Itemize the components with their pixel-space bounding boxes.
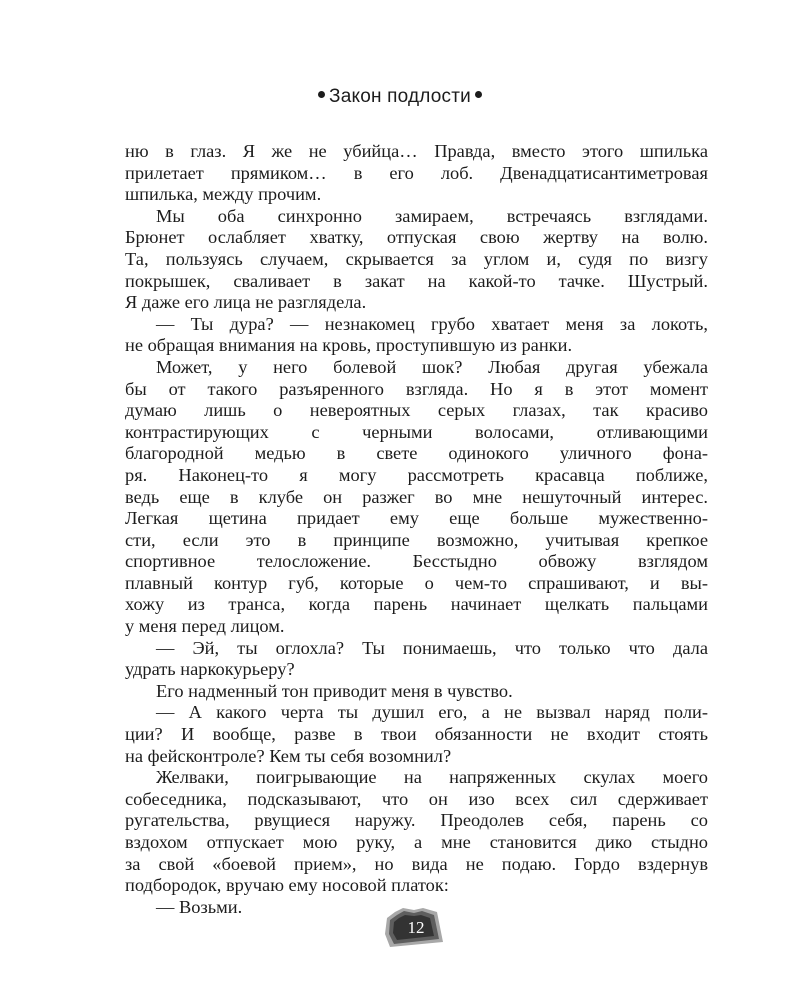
text-line: хожу из транса, когда парень начинает щелкать пальцами xyxy=(125,594,708,615)
page-number-badge xyxy=(383,906,449,950)
text-line: Я даже его лица не разглядела. xyxy=(125,292,367,313)
text-line: плавный контур губ, которые о чем-то спрашивают, и вы- xyxy=(125,572,708,593)
text-line: за свой «боевой прием», но вида не подаю. Гордо вздернув xyxy=(125,853,708,874)
book-title: Закон подлости xyxy=(329,86,471,107)
text-line: контрастирующих с черными волосами, отливающими xyxy=(125,421,708,442)
body-text xyxy=(125,141,708,918)
text-line: — Возьми. xyxy=(156,896,243,917)
bullet-right-icon xyxy=(475,91,482,98)
text-line: ню в глаз. Я же не убийца… Правда, вместо этого шпилька xyxy=(125,141,708,161)
text-line: благородной медью в свете одинокого уличного фона- xyxy=(125,443,708,464)
text-line: на фейсконтроле? Кем ты себя возомнил? xyxy=(125,745,452,766)
bullet-left-icon xyxy=(318,91,325,98)
text-line: думаю лишь о невероятных серых глазах, так красиво xyxy=(125,400,708,421)
text-line: подбородок, вручаю ему носовой платок: xyxy=(125,875,449,896)
text-line: покрышек, сваливает в закат на какой-то тачке. Шустрый. xyxy=(125,270,708,291)
text-line: Желваки, поигрывающие на напряженных скулах моего xyxy=(156,767,708,788)
text-line: ведь еще в клубе он разжег во мне нешуточный интерес. xyxy=(125,486,708,507)
text-line: Его надменный тон приводит меня в чувство. xyxy=(156,680,513,701)
text-line: у меня перед лицом. xyxy=(125,616,285,637)
text-line: шпилька, между прочим. xyxy=(125,184,322,205)
text-line: Та, пользуясь случаем, скрывается за углом и, судя по визгу xyxy=(125,248,708,269)
text-line: Мы оба синхронно замираем, встречаясь взглядами. xyxy=(156,205,708,226)
running-header xyxy=(0,86,800,108)
page-number: 12 xyxy=(407,918,425,937)
text-line: сти, если это в принципе возможно, учитывая крепкое xyxy=(125,529,708,550)
text-line: не обращая внимания на кровь, проступившую из ранки. xyxy=(125,335,573,356)
text-line: ции? И вообще, разве в твои обязанности не входит стоять xyxy=(125,724,708,745)
text-line: — А какого черта ты душил его, а не вызвал наряд поли- xyxy=(156,702,708,723)
text-line: Может, у него болевой шок? Любая другая убежала xyxy=(156,356,708,377)
text-line: бы от такого разъяренного взгляда. Но я в этот момент xyxy=(125,378,708,399)
text-line: спортивное телосложение. Бесстыдно обвожу взглядом xyxy=(125,551,708,572)
text-line: Брюнет ослабляет хватку, отпуская свою жертву на волю. xyxy=(125,227,708,248)
text-line: ругательства, рвущиеся наружу. Преодолев себя, парень со xyxy=(125,810,708,831)
text-line: собеседника, подсказывают, что он изо всех сил сдерживает xyxy=(125,788,708,809)
text-line: вздохом отпускает мою руку, а мне становится дико стыдно xyxy=(125,832,708,852)
text-line: — Ты дура? — незнакомец грубо хватает меня за локоть, xyxy=(156,313,708,334)
text-line: ря. Наконец-то я могу рассмотреть красавца поближе, xyxy=(125,464,708,485)
text-line: удрать наркокурьеру? xyxy=(125,659,295,680)
text-line: — Эй, ты оглохла? Ты понимаешь, что только что дала xyxy=(156,637,708,658)
text-line: Легкая щетина придает ему еще больше мужественно- xyxy=(125,508,708,529)
text-line: прилетает прямиком… в его лоб. Двенадцатисантиметровая xyxy=(125,162,708,183)
